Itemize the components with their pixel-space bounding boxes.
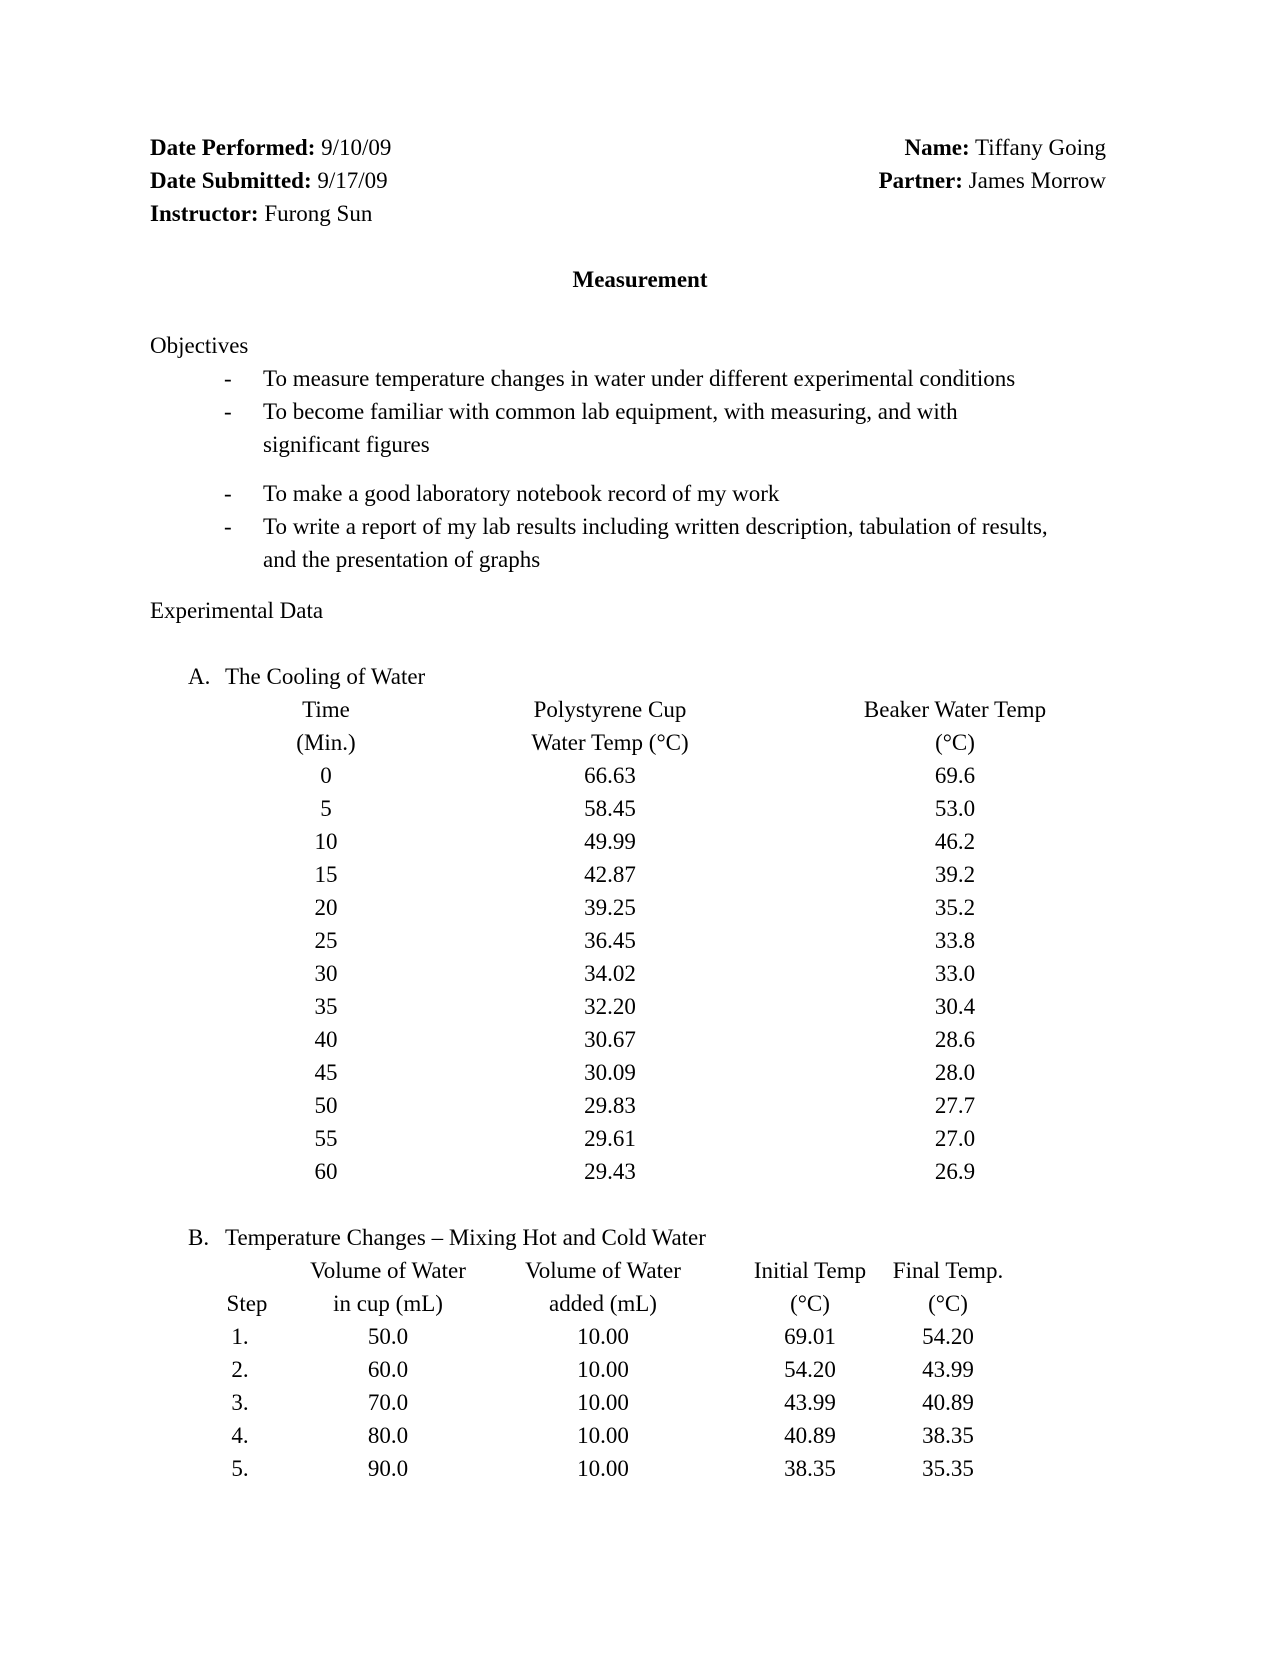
table-cell-time: 5 [320, 796, 332, 821]
table-cell-volume-in-cup: 70.0 [367, 1390, 409, 1415]
name-label: Name: [904, 135, 970, 160]
table-cell-final-temp: 43.99 [922, 1357, 974, 1382]
name-value: Tiffany Going [975, 135, 1106, 160]
table-cell-cup-temp: 39.25 [584, 895, 636, 920]
date-performed-value: 9/10/09 [321, 135, 392, 160]
table-cell-volume-in-cup: 90.0 [367, 1456, 409, 1481]
table-cell-cup-temp: 29.83 [584, 1093, 636, 1118]
table-cell-initial-temp: 69.01 [784, 1324, 836, 1349]
table-cell-final-temp: 54.20 [922, 1324, 974, 1349]
table-cell-time: 40 [314, 1027, 338, 1052]
table-cell-beaker-temp: 33.0 [934, 961, 976, 986]
table-cell-cup-temp: 36.45 [584, 928, 636, 953]
objective-bullet: - [224, 514, 232, 539]
instructor-value: Furong Sun [264, 201, 373, 226]
table-cell-time: 20 [314, 895, 338, 920]
objectives-heading: Objectives [150, 333, 249, 358]
objective-item-continuation: and the presentation of graphs [263, 547, 541, 572]
table-cell-cup-temp: 32.20 [584, 994, 636, 1019]
table-cell-cup-temp: 29.61 [584, 1126, 636, 1151]
table-cell-initial-temp: 54.20 [784, 1357, 836, 1382]
table-cell-initial-temp: 38.35 [784, 1456, 836, 1481]
column-header-beaker-temp: Beaker Water Temp [863, 697, 1047, 722]
objective-item: To make a good laboratory notebook record of my work [263, 481, 780, 506]
mixing-section-title: Temperature Changes – Mixing Hot and Cold Water [225, 1225, 706, 1250]
table-cell-volume-in-cup: 80.0 [367, 1423, 409, 1448]
date-performed-label: Date Performed: [150, 135, 316, 160]
experimental-heading: Experimental Data [150, 598, 324, 623]
mixing-section-label: B. [188, 1225, 210, 1250]
table-cell-cup-temp: 30.09 [584, 1060, 636, 1085]
objective-item-continuation: significant figures [263, 432, 430, 457]
table-cell-initial-temp: 40.89 [784, 1423, 836, 1448]
table-cell-volume-added: 10.00 [577, 1456, 629, 1481]
table-cell-time: 55 [314, 1126, 338, 1151]
table-cell-beaker-temp: 30.4 [934, 994, 976, 1019]
table-cell-cup-temp: 29.43 [584, 1159, 636, 1184]
objective-bullet: - [224, 366, 232, 391]
column-header-step: Step [226, 1291, 268, 1316]
table-cell-step: 2. [231, 1357, 249, 1382]
column-header-initial-temp: (°C) [790, 1291, 830, 1316]
table-cell-volume-added: 10.00 [577, 1324, 629, 1349]
table-cell-step: 4. [231, 1423, 249, 1448]
table-cell-beaker-temp: 35.2 [934, 895, 976, 920]
table-cell-step: 5. [231, 1456, 249, 1481]
table-cell-cup-temp: 34.02 [584, 961, 636, 986]
table-cell-volume-added: 10.00 [577, 1390, 629, 1415]
date-performed-line [150, 131, 391, 164]
date-submitted-label: Date Submitted: [150, 168, 312, 193]
column-header-final-temp: (°C) [928, 1291, 968, 1316]
cooling-section-title: The Cooling of Water [225, 664, 426, 689]
column-header-beaker-temp: (°C) [935, 730, 975, 755]
table-cell-cup-temp: 58.45 [584, 796, 636, 821]
instructor-line [150, 197, 372, 230]
column-header-cup-temp: Water Temp (°C) [531, 730, 689, 755]
partner-label: Partner: [878, 168, 963, 193]
column-header-initial-temp: Initial Temp [753, 1258, 867, 1283]
column-header-volume-in-cup: Volume of Water [310, 1258, 466, 1283]
date-submitted-line [150, 164, 388, 197]
table-cell-time: 50 [314, 1093, 338, 1118]
table-cell-beaker-temp: 33.8 [934, 928, 976, 953]
objective-item: To write a report of my lab results including written description, tabulation of results, [263, 514, 1048, 539]
table-cell-beaker-temp: 26.9 [934, 1159, 976, 1184]
table-cell-time: 15 [314, 862, 338, 887]
table-cell-beaker-temp: 28.6 [934, 1027, 976, 1052]
table-cell-initial-temp: 43.99 [784, 1390, 836, 1415]
table-cell-final-temp: 40.89 [922, 1390, 974, 1415]
objective-bullet: - [224, 481, 232, 506]
table-cell-volume-added: 10.00 [577, 1357, 629, 1382]
column-header-time: (Min.) [296, 730, 356, 755]
table-cell-beaker-temp: 53.0 [934, 796, 976, 821]
table-cell-cup-temp: 66.63 [584, 763, 636, 788]
partner-line [879, 164, 1106, 197]
table-cell-time: 45 [314, 1060, 338, 1085]
table-cell-beaker-temp: 27.7 [934, 1093, 976, 1118]
date-submitted-value: 9/17/09 [317, 168, 388, 193]
table-cell-time: 0 [320, 763, 332, 788]
page-title: Measurement [572, 267, 708, 292]
table-cell-final-temp: 38.35 [922, 1423, 974, 1448]
table-cell-beaker-temp: 39.2 [934, 862, 976, 887]
table-cell-final-temp: 35.35 [922, 1456, 974, 1481]
instructor-label: Instructor: [150, 201, 259, 226]
table-cell-step: 3. [231, 1390, 249, 1415]
cooling-section-label: A. [188, 664, 211, 689]
table-cell-beaker-temp: 28.0 [934, 1060, 976, 1085]
objective-bullet: - [224, 399, 232, 424]
table-cell-beaker-temp: 27.0 [934, 1126, 976, 1151]
name-line [905, 131, 1106, 164]
column-header-time: Time [302, 697, 350, 722]
table-cell-volume-in-cup: 60.0 [367, 1357, 409, 1382]
table-cell-cup-temp: 42.87 [584, 862, 636, 887]
column-header-volume-added: Volume of Water [525, 1258, 681, 1283]
table-cell-time: 35 [314, 994, 338, 1019]
table-cell-cup-temp: 30.67 [584, 1027, 636, 1052]
table-cell-step: 1. [231, 1324, 249, 1349]
column-header-cup-temp: Polystyrene Cup [533, 697, 687, 722]
table-cell-time: 10 [314, 829, 338, 854]
table-cell-time: 25 [314, 928, 338, 953]
table-cell-volume-in-cup: 50.0 [367, 1324, 409, 1349]
table-cell-volume-added: 10.00 [577, 1423, 629, 1448]
column-header-final-temp: Final Temp. [892, 1258, 1004, 1283]
column-header-volume-added: added (mL) [549, 1291, 657, 1316]
column-header-volume-in-cup: in cup (mL) [333, 1291, 443, 1316]
objective-item: To become familiar with common lab equipment, with measuring, and with [263, 399, 958, 424]
objective-item: To measure temperature changes in water under different experimental conditions [263, 366, 1016, 391]
table-cell-time: 60 [314, 1159, 338, 1184]
partner-value: James Morrow [968, 168, 1106, 193]
table-cell-time: 30 [314, 961, 338, 986]
table-cell-beaker-temp: 69.6 [934, 763, 976, 788]
table-cell-cup-temp: 49.99 [584, 829, 636, 854]
table-cell-beaker-temp: 46.2 [934, 829, 976, 854]
